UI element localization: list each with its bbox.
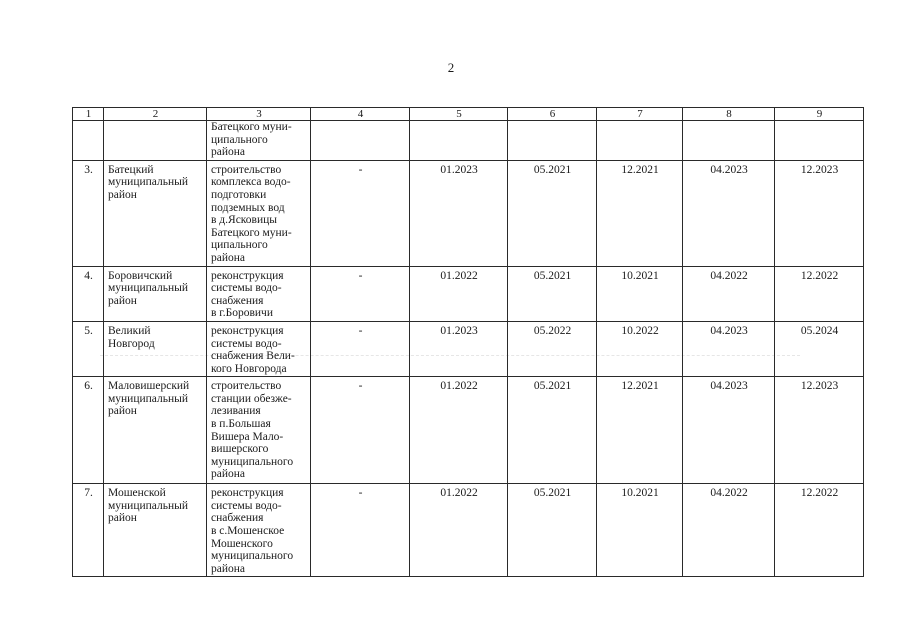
col9-date-cell: 12.2023 (775, 160, 864, 266)
work-line: снабжения (211, 512, 264, 525)
header-cell: 4 (311, 108, 410, 121)
col4-cell: - (311, 484, 410, 577)
col7-date-cell: 12.2021 (597, 160, 683, 266)
col7-date-cell: 10.2022 (597, 321, 683, 376)
work-line: Батецкого муни- (211, 226, 292, 239)
row-number-cell: 6. (73, 377, 104, 484)
col5-date-cell (410, 121, 508, 161)
col6-date-cell: 05.2021 (508, 160, 597, 266)
header-cell: 5 (410, 108, 508, 121)
work-line: района (211, 562, 246, 575)
row-number-cell: 7. (73, 484, 104, 577)
header-cell: 2 (104, 108, 207, 121)
district-line: Великий (108, 324, 151, 337)
work-line: системы водо- (211, 282, 282, 295)
header-cell: 6 (508, 108, 597, 121)
col9-date-cell: 12.2022 (775, 266, 864, 321)
col4-cell (311, 121, 410, 161)
row-number-cell: 4. (73, 266, 104, 321)
header-cell: 1 (73, 108, 104, 121)
district-cell (104, 321, 207, 376)
work-line: снабжения Вели- (211, 350, 295, 363)
work-line: района (211, 146, 246, 159)
work-description-cell (207, 484, 311, 577)
col9-date-cell: 05.2024 (775, 321, 864, 376)
work-line: ципального (211, 239, 268, 252)
col4-cell: - (311, 160, 410, 266)
col5-date-cell: 01.2023 (410, 321, 508, 376)
work-line: Вишера Мало- (211, 430, 284, 443)
district-cell (104, 484, 207, 577)
table-row (73, 160, 864, 266)
schedule-table (72, 107, 864, 577)
district-line: муниципальный (108, 282, 189, 295)
work-line: строительство (211, 163, 282, 176)
work-description-cell (207, 321, 311, 376)
district-cell (104, 160, 207, 266)
col8-date-cell: 04.2023 (683, 377, 775, 484)
district-line: Боровичский (108, 269, 173, 282)
col7-date-cell (597, 121, 683, 161)
table-body (73, 108, 864, 577)
work-line: реконструкция (211, 487, 284, 500)
table-header-row (73, 108, 864, 121)
col6-date-cell: 05.2021 (508, 484, 597, 577)
district-cell (104, 377, 207, 484)
work-line: в д.Ясковицы (211, 214, 278, 227)
row-number-cell: 5. (73, 321, 104, 376)
col9-date-cell: 12.2023 (775, 377, 864, 484)
col5-date-cell: 01.2022 (410, 484, 508, 577)
col6-date-cell: 05.2021 (508, 377, 597, 484)
work-line: в г.Боровичи (211, 307, 273, 320)
work-line: системы водо- (211, 337, 282, 350)
work-line: района (211, 251, 246, 264)
work-description-cell (207, 266, 311, 321)
district-line: район (108, 188, 137, 201)
col5-date-cell: 01.2022 (410, 266, 508, 321)
page-number: 2 (447, 60, 455, 75)
work-line: подземных вод (211, 201, 285, 214)
col4-cell: - (311, 377, 410, 484)
work-line: в п.Большая (211, 418, 271, 431)
table-row (73, 266, 864, 321)
col8-date-cell (683, 121, 775, 161)
work-line: ципального (211, 133, 268, 146)
work-line: вишерского (211, 443, 269, 456)
district-line: муниципальный (108, 499, 189, 512)
work-line: муниципального (211, 550, 294, 563)
col6-date-cell: 05.2021 (508, 266, 597, 321)
col5-date-cell: 01.2022 (410, 377, 508, 484)
col8-date-cell: 04.2022 (683, 484, 775, 577)
table-row (73, 121, 864, 161)
work-line: Батецкого муни- (211, 121, 292, 133)
district-line: муниципальный (108, 392, 189, 405)
district-line: район (108, 405, 137, 418)
col7-date-cell: 10.2021 (597, 484, 683, 577)
col5-date-cell: 01.2023 (410, 160, 508, 266)
col9-date-cell (775, 121, 864, 161)
work-line: кого Новгорода (211, 362, 287, 375)
work-line: муниципального (211, 455, 294, 468)
col8-date-cell: 04.2022 (683, 266, 775, 321)
district-cell (104, 266, 207, 321)
work-line: района (211, 468, 246, 481)
col6-date-cell (508, 121, 597, 161)
col6-date-cell: 05.2022 (508, 321, 597, 376)
header-cell: 9 (775, 108, 864, 121)
work-line: станции обезже- (211, 392, 292, 405)
district-line: Новгород (108, 337, 155, 350)
work-description-cell (207, 160, 311, 266)
table-row (73, 484, 864, 577)
district-cell (104, 121, 207, 161)
work-line: Мошенского (211, 537, 273, 550)
district-line: Мошенской (108, 487, 166, 500)
table-row (73, 321, 864, 376)
work-line: реконструкция (211, 324, 284, 337)
work-line: комплекса водо- (211, 176, 291, 189)
col8-date-cell: 04.2023 (683, 160, 775, 266)
work-line: системы водо- (211, 499, 282, 512)
district-line: Батецкий (108, 163, 154, 176)
work-line: строительство (211, 380, 282, 393)
work-line: снабжения (211, 294, 264, 307)
district-line: район (108, 512, 137, 525)
district-line: район (108, 294, 137, 307)
row-number-cell: 3. (73, 160, 104, 266)
header-cell: 8 (683, 108, 775, 121)
work-line: реконструкция (211, 269, 284, 282)
col7-date-cell: 10.2021 (597, 266, 683, 321)
col4-cell: - (311, 266, 410, 321)
district-line: муниципальный (108, 176, 189, 189)
district-line: Маловишерский (108, 380, 190, 393)
col7-date-cell: 12.2021 (597, 377, 683, 484)
work-line: подготовки (211, 188, 267, 201)
table-row (73, 377, 864, 484)
header-cell: 7 (597, 108, 683, 121)
header-cell: 3 (207, 108, 311, 121)
col9-date-cell: 12.2022 (775, 484, 864, 577)
col4-cell: - (311, 321, 410, 376)
work-description-cell (207, 377, 311, 484)
col8-date-cell: 04.2023 (683, 321, 775, 376)
work-line: лезивания (211, 405, 261, 418)
row-number-cell (73, 121, 104, 161)
work-description-cell (207, 121, 311, 161)
work-line: в с.Мошенское (211, 525, 285, 538)
